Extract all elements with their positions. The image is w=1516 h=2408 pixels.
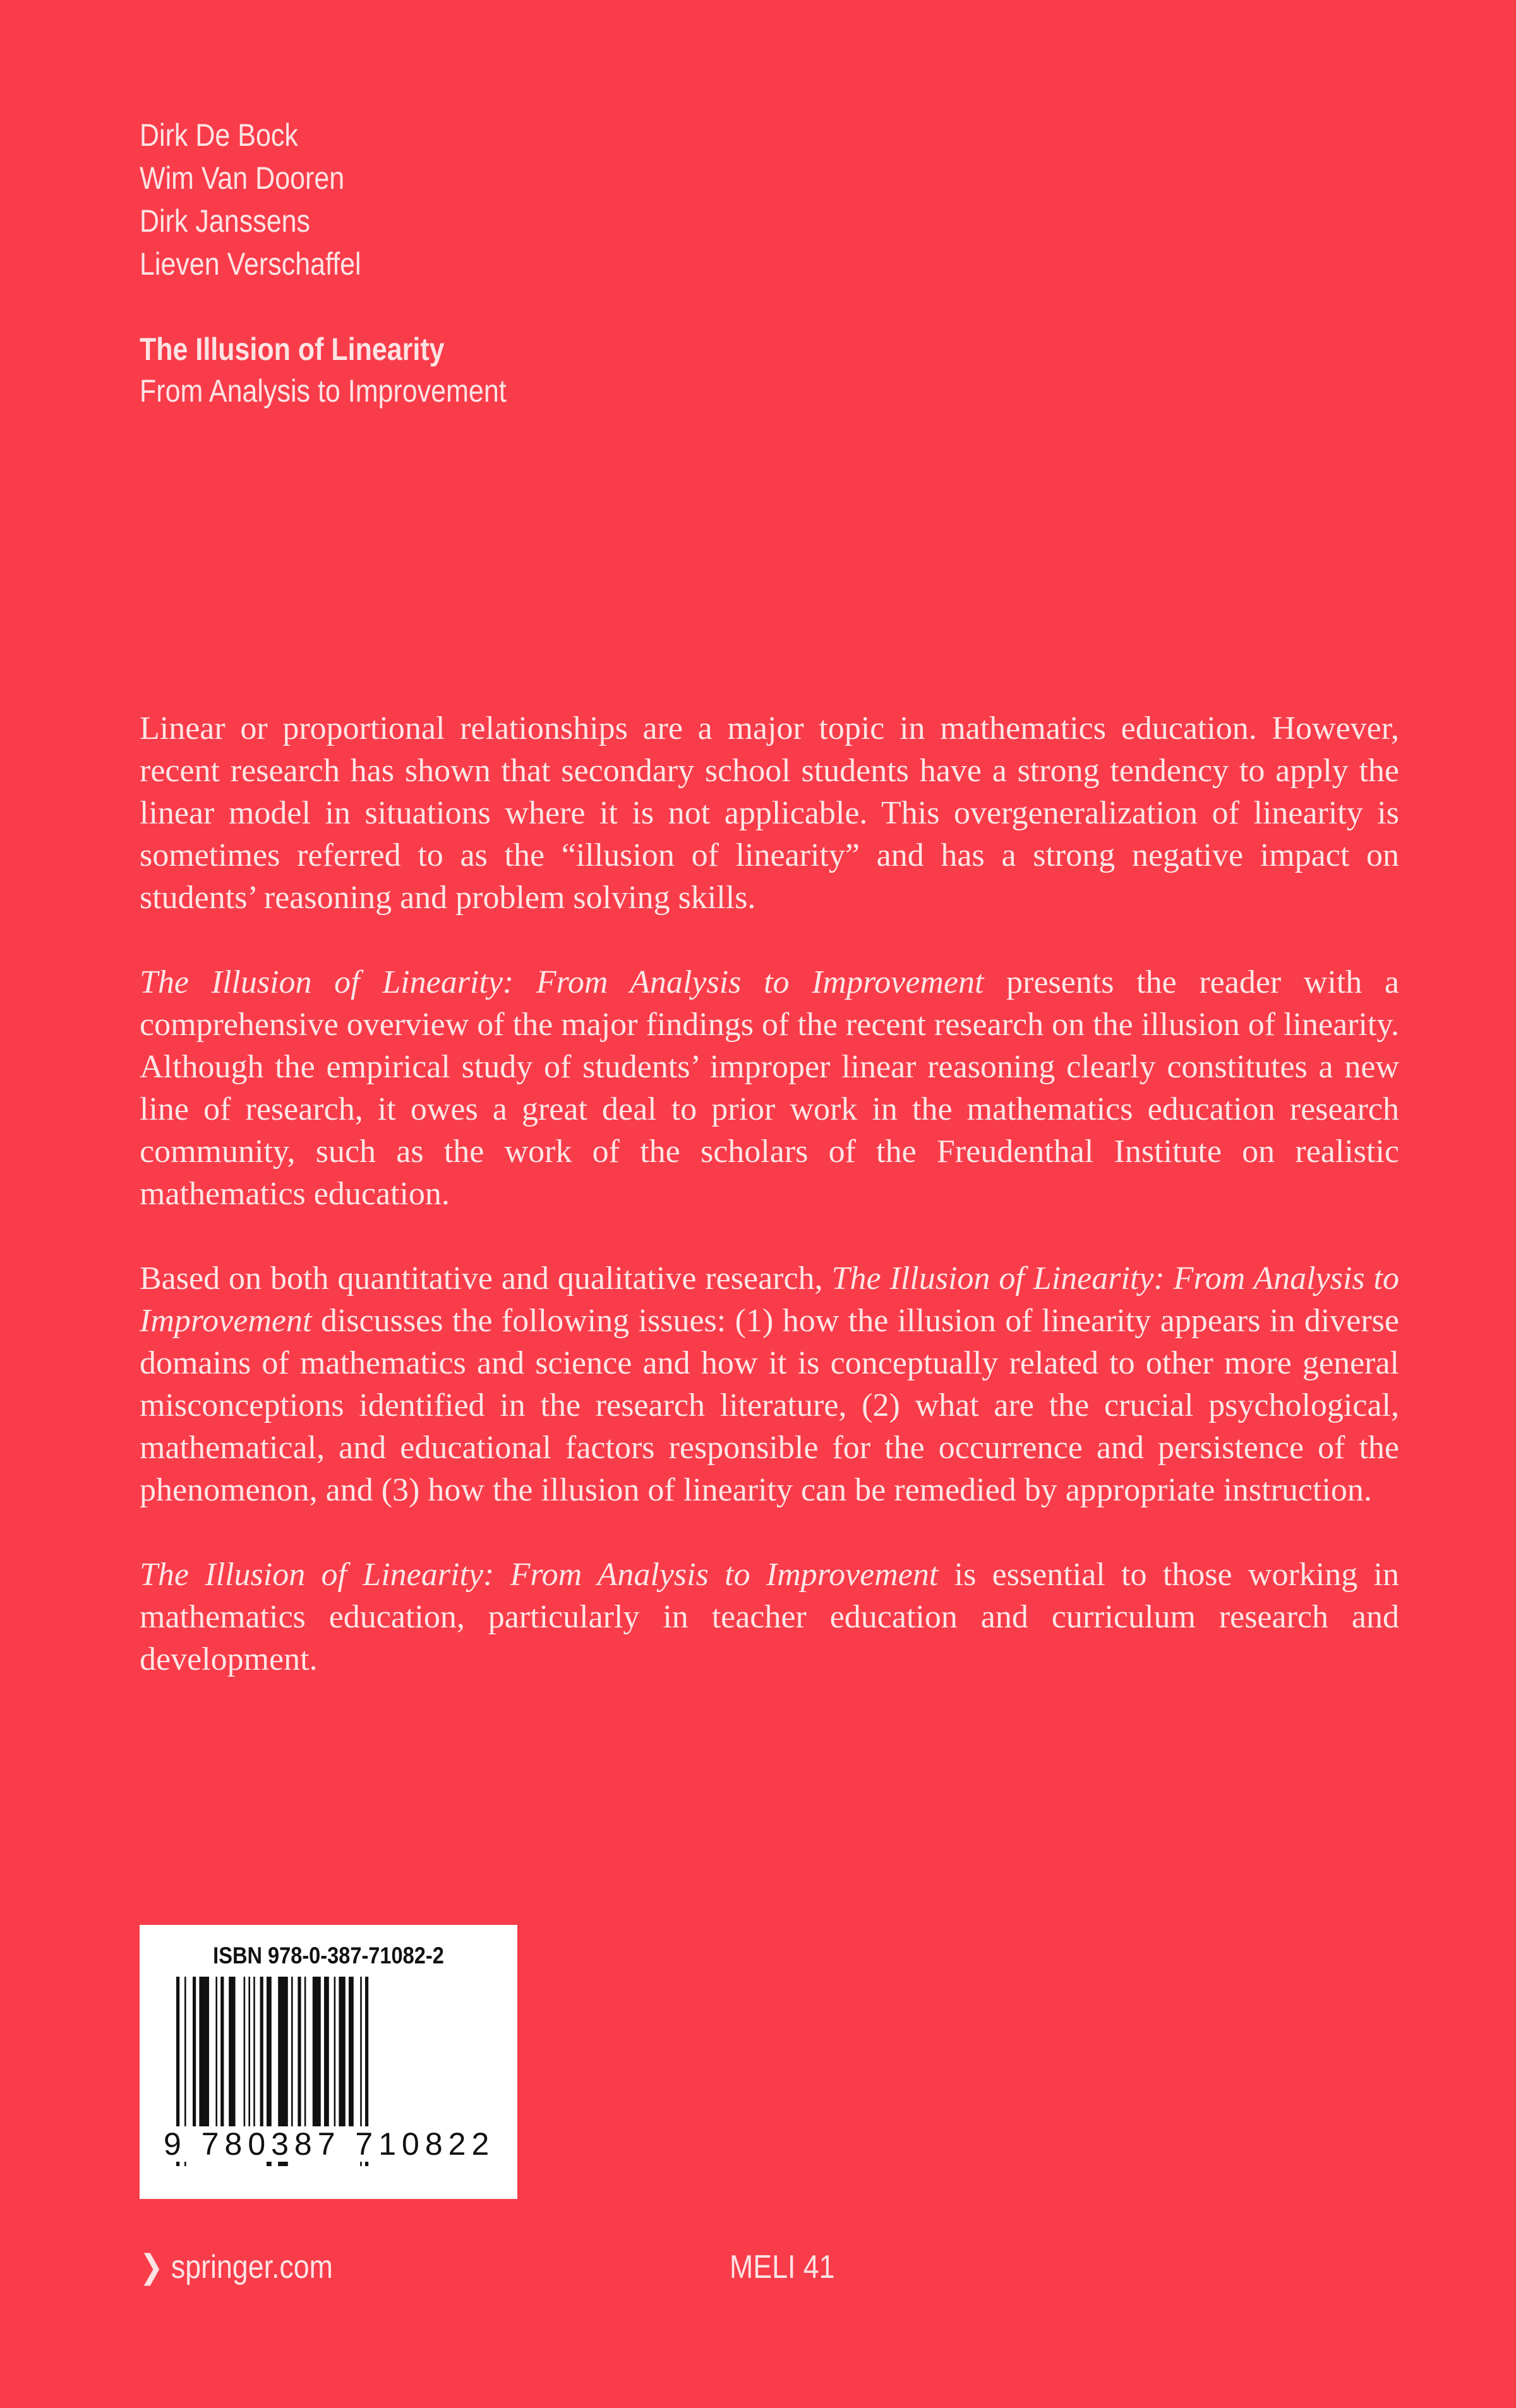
author-name: Dirk Janssens bbox=[140, 203, 311, 239]
barcode-bar bbox=[220, 1977, 224, 2147]
publisher-website: springer.com bbox=[171, 2249, 333, 2285]
barcode-bar bbox=[324, 1977, 329, 2147]
book-title-block bbox=[140, 328, 507, 412]
blurb-text: Linear or proportional relationships are a major topic in mathematics education. However, recent research has shown that secondary school students have a strong tendency to apply the linear model in situations where it is not applicable. This overgeneralization of linearity is sometimes referred to as the “illusion of linearity” and has a strong negative impact on students’ reasoning and problem solving skills. bbox=[140, 710, 1399, 916]
publisher-link[interactable] bbox=[140, 2248, 333, 2286]
book-title-italic: The Illusion of Linearity: From Analysis to Improvement bbox=[140, 1261, 1399, 1339]
blurb-text: presents the reader with a comprehensive overview of the major findings of the recent research on the illusion of linearity. Although the empirical study of students’ improper linear reasoning clearly constitutes a new line of research, it owes a great deal to prior work in the mathematics education research community, such as the work of the scholars of the Freudenthal Institute on realistic mathematics education. bbox=[140, 964, 1400, 1212]
author-list bbox=[140, 114, 361, 285]
barcode-bar bbox=[193, 1977, 196, 2147]
book-title-italic: The Illusion of Linearity: From Analysis to Improvement bbox=[140, 1557, 939, 1593]
author-name: Lieven Verschaffel bbox=[140, 246, 361, 282]
barcode-digit-text: 9 780387 710822 bbox=[164, 2126, 495, 2162]
series-number: MELI 41 bbox=[730, 2249, 835, 2285]
blurb-paragraph bbox=[140, 707, 1399, 919]
author-name: Dirk De Bock bbox=[140, 117, 298, 153]
barcode-digits bbox=[162, 2126, 496, 2162]
author-name: Wim Van Dooren bbox=[140, 160, 345, 196]
barcode-bar bbox=[339, 1977, 345, 2147]
barcode-bar bbox=[248, 1977, 250, 2147]
barcode-bar bbox=[215, 1977, 217, 2147]
barcode-bar bbox=[253, 1977, 255, 2147]
barcode-bar bbox=[349, 1977, 354, 2147]
blurb-paragraph bbox=[140, 1554, 1399, 1680]
blurb-text: is essential to those working in mathematics education, particularly in teacher education and curriculum research and development. bbox=[140, 1557, 1399, 1677]
chevron-right-icon: ❯ bbox=[140, 2249, 171, 2285]
barcode-bar bbox=[298, 1977, 301, 2147]
isbn-barcode bbox=[140, 1925, 517, 2199]
barcode-bar bbox=[244, 1977, 246, 2147]
barcode-bar bbox=[229, 1977, 235, 2147]
isbn-label: ISBN 978-0-387-71082-2 bbox=[213, 1943, 444, 1968]
book-subtitle: From Analysis to Improvement bbox=[140, 373, 507, 409]
book-title-italic: The Illusion of Linearity: From Analysis to Improvement bbox=[140, 964, 984, 1000]
blurb-text: Based on both quantitative and qualitative research, bbox=[140, 1261, 832, 1297]
barcode-bar bbox=[260, 1977, 263, 2147]
barcode-bar bbox=[291, 1977, 293, 2147]
blurb bbox=[140, 707, 1399, 1680]
barcode-bar bbox=[313, 1977, 321, 2147]
blurb-text: discusses the following issues: (1) how the illusion of linearity appears in diverse domains of mathematics and science and how it is conceptually related to other more general misconceptions identified in the research literature, (2) what are the crucial psychological, mathematical, and educational factors responsible for the occurrence and persistence of the phenomenon, and (3) how the illusion of linearity can be remedied by appropriate instruction. bbox=[140, 1303, 1399, 1508]
barcode-bar bbox=[334, 1977, 336, 2147]
book-title: The Illusion of Linearity bbox=[140, 332, 445, 367]
blurb-paragraph bbox=[140, 961, 1399, 1215]
blurb-paragraph bbox=[140, 1257, 1399, 1511]
barcode-bar bbox=[199, 1977, 209, 2147]
barcode-bar bbox=[304, 1977, 306, 2147]
